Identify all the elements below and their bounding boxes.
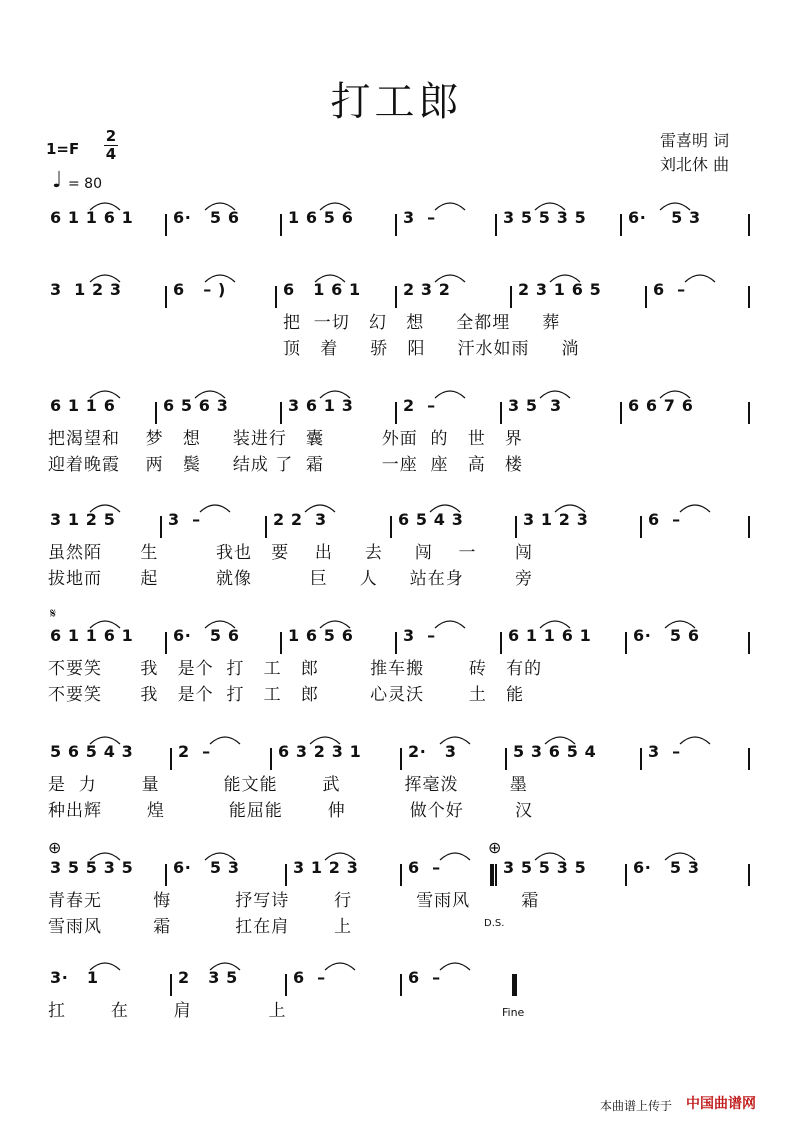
measure-notes: 6 – xyxy=(648,510,681,529)
coda-icon-second: ⊕ xyxy=(488,838,502,857)
slur xyxy=(195,391,225,398)
slur xyxy=(665,853,695,860)
slur xyxy=(90,963,120,970)
slur xyxy=(660,391,690,398)
measure-notes: 6· 5 6 xyxy=(173,208,240,227)
measure-notes: 6 1 1 6 1 xyxy=(508,626,592,645)
slur xyxy=(205,203,235,210)
slur xyxy=(555,505,585,512)
slur xyxy=(90,203,120,210)
measure-notes: 3 1 2 3 xyxy=(523,510,589,529)
slur xyxy=(210,737,240,744)
slur xyxy=(90,505,120,512)
lyric-line-2: 拔地而 起 就像 巨 人 站在身 旁 xyxy=(48,569,533,589)
key-signature: 1=F xyxy=(46,140,80,158)
measure-notes: 6· 5 3 xyxy=(173,858,240,877)
slur xyxy=(545,737,575,744)
slur xyxy=(310,737,340,744)
composer-credit: 刘北休 曲 xyxy=(660,155,730,174)
measure-notes: 5 3 6 5 4 xyxy=(513,742,597,761)
measure-notes: 6· 5 6 xyxy=(633,626,700,645)
slur xyxy=(430,505,460,512)
fine-mark: Fine xyxy=(502,1006,525,1019)
slur xyxy=(320,391,350,398)
slur xyxy=(325,963,355,970)
measure-notes: 3 1 2 5 xyxy=(50,510,116,529)
slur-arcs xyxy=(0,208,793,248)
lyric-line-1: 是 力 量 能文能 武 挥毫泼 墨 xyxy=(48,775,528,795)
slur xyxy=(315,275,345,282)
measure-notes: 3 – xyxy=(648,742,681,761)
measure-notes: 3 1 2 3 xyxy=(50,280,122,299)
measure-notes: 2 – xyxy=(178,742,211,761)
measure-notes: 3 – xyxy=(168,510,201,529)
slur xyxy=(90,275,120,282)
slur xyxy=(685,275,715,282)
lyricist-credit: 雷喜明 词 xyxy=(660,131,730,150)
measure-notes: 5 6 5 4 3 xyxy=(50,742,134,761)
measure-notes: 6 5 4 3 xyxy=(398,510,464,529)
measure-notes: 2 3 2 xyxy=(403,280,451,299)
time-top: 2 xyxy=(105,127,117,145)
measure-notes: 6 – xyxy=(293,968,326,987)
slur xyxy=(320,621,350,628)
measure-notes: 2 2 3 xyxy=(273,510,327,529)
time-bottom: 4 xyxy=(105,145,117,163)
measure-notes: 3 5 5 3 5 xyxy=(503,208,587,227)
slur xyxy=(205,275,235,282)
measure-notes: 1 6 5 6 xyxy=(288,208,354,227)
measure-notes: 6 1 1 6 1 xyxy=(50,208,134,227)
slur xyxy=(90,853,120,860)
slur xyxy=(205,853,235,860)
slur xyxy=(435,203,465,210)
slur xyxy=(325,853,355,860)
lyric-line-1: 青春无 悔 抒写诗 行 雪雨风 霜 xyxy=(48,891,540,911)
measure-notes: 6 – ) xyxy=(173,280,226,299)
slur xyxy=(680,505,710,512)
measure-notes: 6 3 2 3 1 xyxy=(278,742,362,761)
measure-notes: 6 5 6 3 xyxy=(163,396,229,415)
slur xyxy=(90,737,120,744)
slur xyxy=(305,505,335,512)
measure-notes: 3· 1 xyxy=(50,968,99,987)
measure-notes: 3 5 3 xyxy=(508,396,562,415)
lyric-line-2: 顶 着 骄 阳 汗水如雨 淌 xyxy=(283,339,580,359)
song-title: 打工郎 xyxy=(330,79,463,125)
slur xyxy=(435,275,465,282)
slur xyxy=(435,621,465,628)
measure-notes: 6 1 1 6 xyxy=(50,396,116,415)
lyric-line-1: 扛 在 肩 上 xyxy=(48,1001,287,1021)
lyric-line-1: 不要笑 我 是个 打 工 郎 推车搬 砖 有的 xyxy=(48,659,543,679)
lyric-line-1: 虽然陌 生 我也 要 出 去 闯 一 闯 xyxy=(48,543,533,563)
slur xyxy=(210,963,240,970)
slur xyxy=(680,737,710,744)
lyric-line-1: 把渴望和 梦 想 装进行 囊 外面 的 世 界 xyxy=(48,429,523,449)
measure-notes: 3 5 5 3 5 xyxy=(503,858,587,877)
measure-notes: 3 6 1 3 xyxy=(288,396,354,415)
tempo-mark: = 80 xyxy=(68,176,102,192)
measure-notes: 6 1 1 6 1 xyxy=(50,626,134,645)
measure-notes: 2 3 5 xyxy=(178,968,238,987)
lyric-line-1: 把 一切 幻 想 全都埋 葬 xyxy=(283,313,561,333)
slur xyxy=(540,621,570,628)
measure-notes: 6· 5 3 xyxy=(628,208,701,227)
measure-notes: 2· 3 xyxy=(408,742,457,761)
dal-segno-mark: D.S. xyxy=(484,918,505,929)
measure-notes: 3 1 2 3 xyxy=(293,858,359,877)
measure-notes: 2 3 1 6 5 xyxy=(518,280,602,299)
site-logo: 中国曲谱网 xyxy=(686,1096,756,1112)
measure-notes: 6· 5 3 xyxy=(633,858,700,877)
coda-icon: ⊕ xyxy=(48,838,62,857)
measure-notes: 6· 5 6 xyxy=(173,626,240,645)
segno-icon: 𝄋 xyxy=(50,606,57,622)
lyric-line-2: 不要笑 我 是个 打 工 郎 心灵沃 土 能 xyxy=(48,685,525,705)
slur xyxy=(665,621,695,628)
slur xyxy=(440,963,470,970)
footer-note: 本曲谱上传于 xyxy=(600,1099,673,1113)
measure-notes: 6 – xyxy=(408,858,441,877)
slur xyxy=(660,203,690,210)
measure-notes: 3 – xyxy=(403,626,436,645)
slur xyxy=(90,621,120,628)
lyric-line-2: 雪雨风 霜 扛在肩 上 xyxy=(48,917,353,937)
lyric-line-2: 迎着晚霞 两 鬓 结成 了 霜 一座 座 高 楼 xyxy=(48,455,523,475)
measure-notes: 3 5 5 3 5 xyxy=(50,858,134,877)
slur xyxy=(440,853,470,860)
measure-notes: 6 6 7 6 xyxy=(628,396,694,415)
measure-notes: 6 – xyxy=(653,280,686,299)
time-signature xyxy=(104,128,118,163)
slur xyxy=(550,275,580,282)
slur xyxy=(200,505,230,512)
measure-notes: 3 – xyxy=(403,208,436,227)
measure-notes: 1 6 5 6 xyxy=(288,626,354,645)
slur xyxy=(535,203,565,210)
measure-notes: 2 – xyxy=(403,396,436,415)
slur xyxy=(435,391,465,398)
slur xyxy=(320,203,350,210)
slur xyxy=(205,621,235,628)
lyric-line-2: 种出辉 煌 能屈能 伸 做个好 汉 xyxy=(48,801,533,821)
slur xyxy=(440,737,470,744)
measure-notes: 6 – xyxy=(408,968,441,987)
quarter-note-icon: ♩ xyxy=(52,168,63,193)
slur xyxy=(90,391,120,398)
slur xyxy=(535,853,565,860)
measure-notes: 6 1 6 1 xyxy=(283,280,361,299)
slur xyxy=(540,391,570,398)
